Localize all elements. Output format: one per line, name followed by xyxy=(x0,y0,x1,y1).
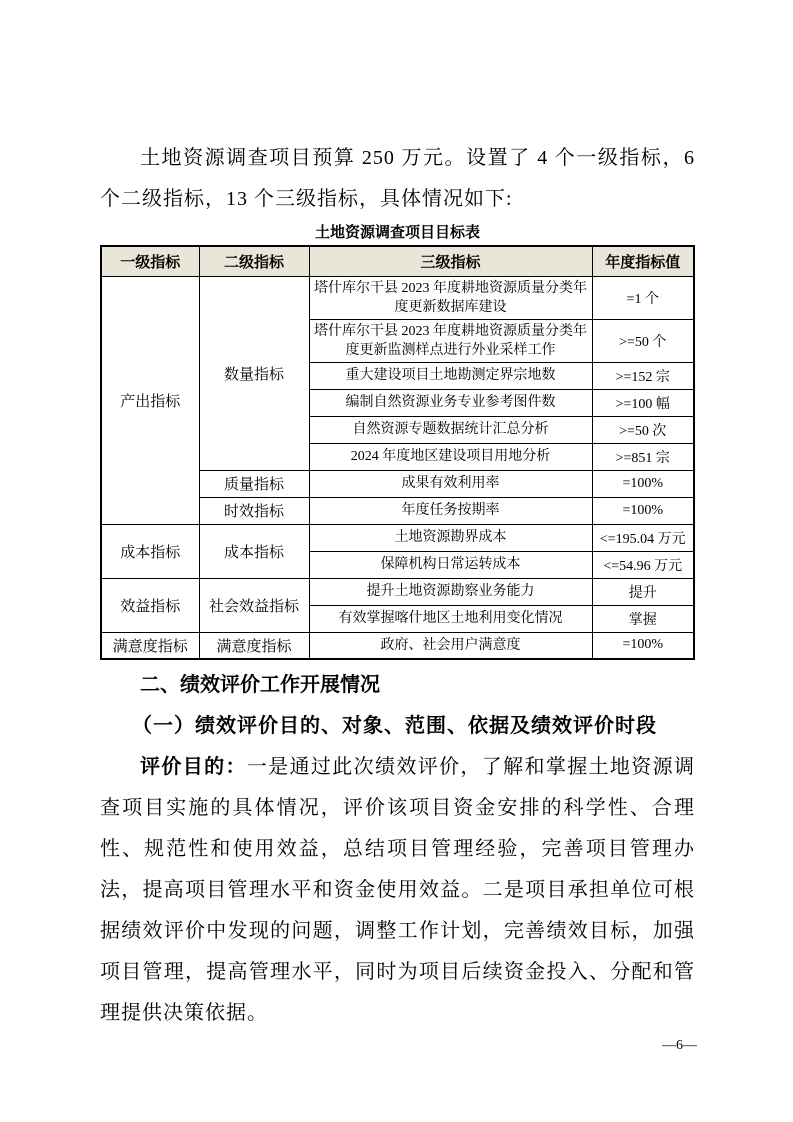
cell-value: <=54.96 万元 xyxy=(592,551,694,578)
cell-value: >=100 幅 xyxy=(592,389,694,416)
cell-level3: 年度任务按期率 xyxy=(309,497,592,524)
table-title: 土地资源调查项目目标表 xyxy=(314,225,480,241)
table-row xyxy=(101,524,694,551)
header-level2: 二级指标 xyxy=(199,246,309,276)
section-heading: 二、绩效评价工作开展情况 xyxy=(140,674,380,696)
cell-level3: 编制自然资源业务专业参考图件数 xyxy=(309,389,592,416)
cell-value: 掌握 xyxy=(592,605,694,632)
cell-level2: 社会效益指标 xyxy=(199,578,309,632)
project-goal-table xyxy=(100,245,695,660)
cell-level3: 塔什库尔干县 2023 年度耕地资源质量分类年度更新数据库建设 xyxy=(309,276,592,319)
cell-level3: 自然资源专题数据统计汇总分析 xyxy=(309,416,592,443)
cell-level3: 政府、社会用户满意度 xyxy=(309,632,592,659)
table-row xyxy=(101,276,694,319)
cell-level2: 数量指标 xyxy=(199,276,309,470)
purpose-text: 一是通过此次绩效评价，了解和掌握土地资源调查项目实施的具体情况，评价该项目资金安排的科学性、合理性、规范性和使用效益，总结项目管理经验，完善项目管理办法，提高项目管理水平和资金使用效益。二是项目承担单位可根据绩效评价中发现的问题，调整工作计划，完善绩效目标，加强项目管理，提高管理水平，同时为项目后续资金投入、分配和管理提供决策依据。 xyxy=(100,756,696,1024)
header-level1: 一级指标 xyxy=(101,246,199,276)
cell-level2: 满意度指标 xyxy=(199,632,309,659)
subsection-heading: （一）绩效评价目的、对象、范围、依据及绩效评价时段 xyxy=(132,715,657,737)
cell-value: =100% xyxy=(592,632,694,659)
page-number: —6— xyxy=(662,1038,697,1053)
cell-level3: 重大建设项目土地勘测定界宗地数 xyxy=(309,362,592,389)
cell-level1: 效益指标 xyxy=(101,578,199,632)
cell-level2: 质量指标 xyxy=(199,470,309,497)
cell-level1: 满意度指标 xyxy=(101,632,199,659)
cell-value: >=152 宗 xyxy=(592,362,694,389)
cell-value: >=50 次 xyxy=(592,416,694,443)
cell-value: 提升 xyxy=(592,578,694,605)
cell-level1: 产出指标 xyxy=(101,276,199,524)
cell-value: =1 个 xyxy=(592,276,694,319)
cell-level3: 有效掌握喀什地区土地利用变化情况 xyxy=(309,605,592,632)
table-row xyxy=(101,578,694,605)
cell-level3: 提升土地资源勘察业务能力 xyxy=(309,578,592,605)
table-row xyxy=(101,632,694,659)
cell-value: <=195.04 万元 xyxy=(592,524,694,551)
purpose-label: 评价目的： xyxy=(140,756,247,778)
header-level3: 三级指标 xyxy=(309,246,592,276)
page-content xyxy=(100,138,695,1034)
cell-level3: 土地资源勘界成本 xyxy=(309,524,592,551)
cell-value: >=851 宗 xyxy=(592,443,694,470)
cell-level2: 时效指标 xyxy=(199,497,309,524)
cell-level3: 保障机构日常运转成本 xyxy=(309,551,592,578)
cell-level3: 成果有效利用率 xyxy=(309,470,592,497)
intro-paragraph: 土地资源调查项目预算 250 万元。设置了 4 个一级指标，6 个二级指标，13 个三级指标，具体情况如下: xyxy=(100,147,695,210)
cell-level2: 成本指标 xyxy=(199,524,309,578)
cell-value: =100% xyxy=(592,470,694,497)
purpose-paragraph xyxy=(100,747,695,1034)
cell-value: >=50 个 xyxy=(592,319,694,362)
table-header-row xyxy=(101,246,694,276)
header-value: 年度指标值 xyxy=(592,246,694,276)
cell-level3: 塔什库尔干县 2023 年度耕地资源质量分类年度更新监测样点进行外业采样工作 xyxy=(309,319,592,362)
cell-level1: 成本指标 xyxy=(101,524,199,578)
cell-level3: 2024 年度地区建设项目用地分析 xyxy=(309,443,592,470)
cell-value: =100% xyxy=(592,497,694,524)
